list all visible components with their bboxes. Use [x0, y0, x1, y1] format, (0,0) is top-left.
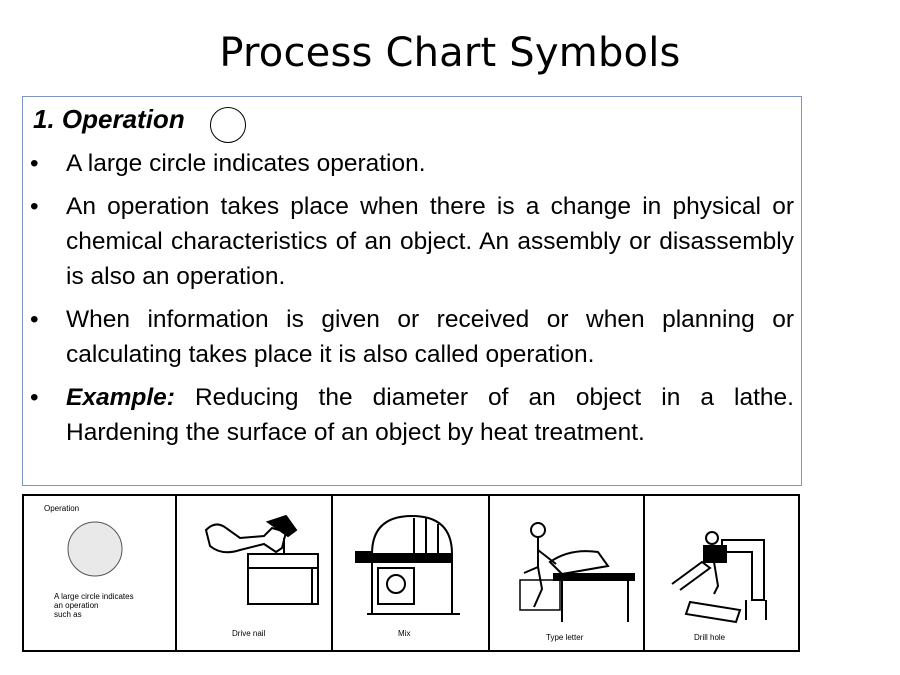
drill-press-illustration: [672, 532, 766, 622]
operation-illustration-strip: [22, 494, 802, 654]
drive-nail-illustration: [206, 516, 318, 604]
panel-mix-caption: Mix: [398, 629, 411, 638]
panel-type-letter-caption: Type letter: [546, 633, 584, 642]
bullet-item: • When information is given or received or when planning or calculating takes place it is also called operation.: [30, 306, 794, 368]
bullet-item: • A large circle indicates operation.: [30, 150, 426, 177]
panel-operation-caption-2: an operation: [54, 601, 99, 610]
typist-illustration: [520, 523, 634, 622]
panel-drill-hole-caption: Drill hole: [694, 633, 726, 642]
mixer-illustration: [356, 516, 460, 614]
bullet-item: • Example: Reducing the diameter of an object in a lathe. Hardening the surface of an object by heat treatment.: [30, 384, 794, 446]
operation-circle-icon: [210, 107, 246, 143]
panel-drive-nail-caption: Drive nail: [232, 629, 266, 638]
panel-operation-caption-3: such as: [54, 610, 82, 619]
slide-title: Process Chart Symbols: [219, 30, 681, 76]
bullet-list: [28, 146, 794, 458]
bullet-item: • An operation takes place when there is a change in physical or chemical characteristics of an object. An assembly or disassembly is also an operation.: [30, 193, 794, 290]
panel-operation-caption-1: A large circle indicates: [54, 592, 134, 601]
large-circle-icon: [68, 522, 122, 576]
panel-operation-heading: Operation: [44, 504, 80, 513]
section-heading: 1. Operation: [33, 104, 185, 134]
example-label: Example:: [66, 384, 175, 411]
